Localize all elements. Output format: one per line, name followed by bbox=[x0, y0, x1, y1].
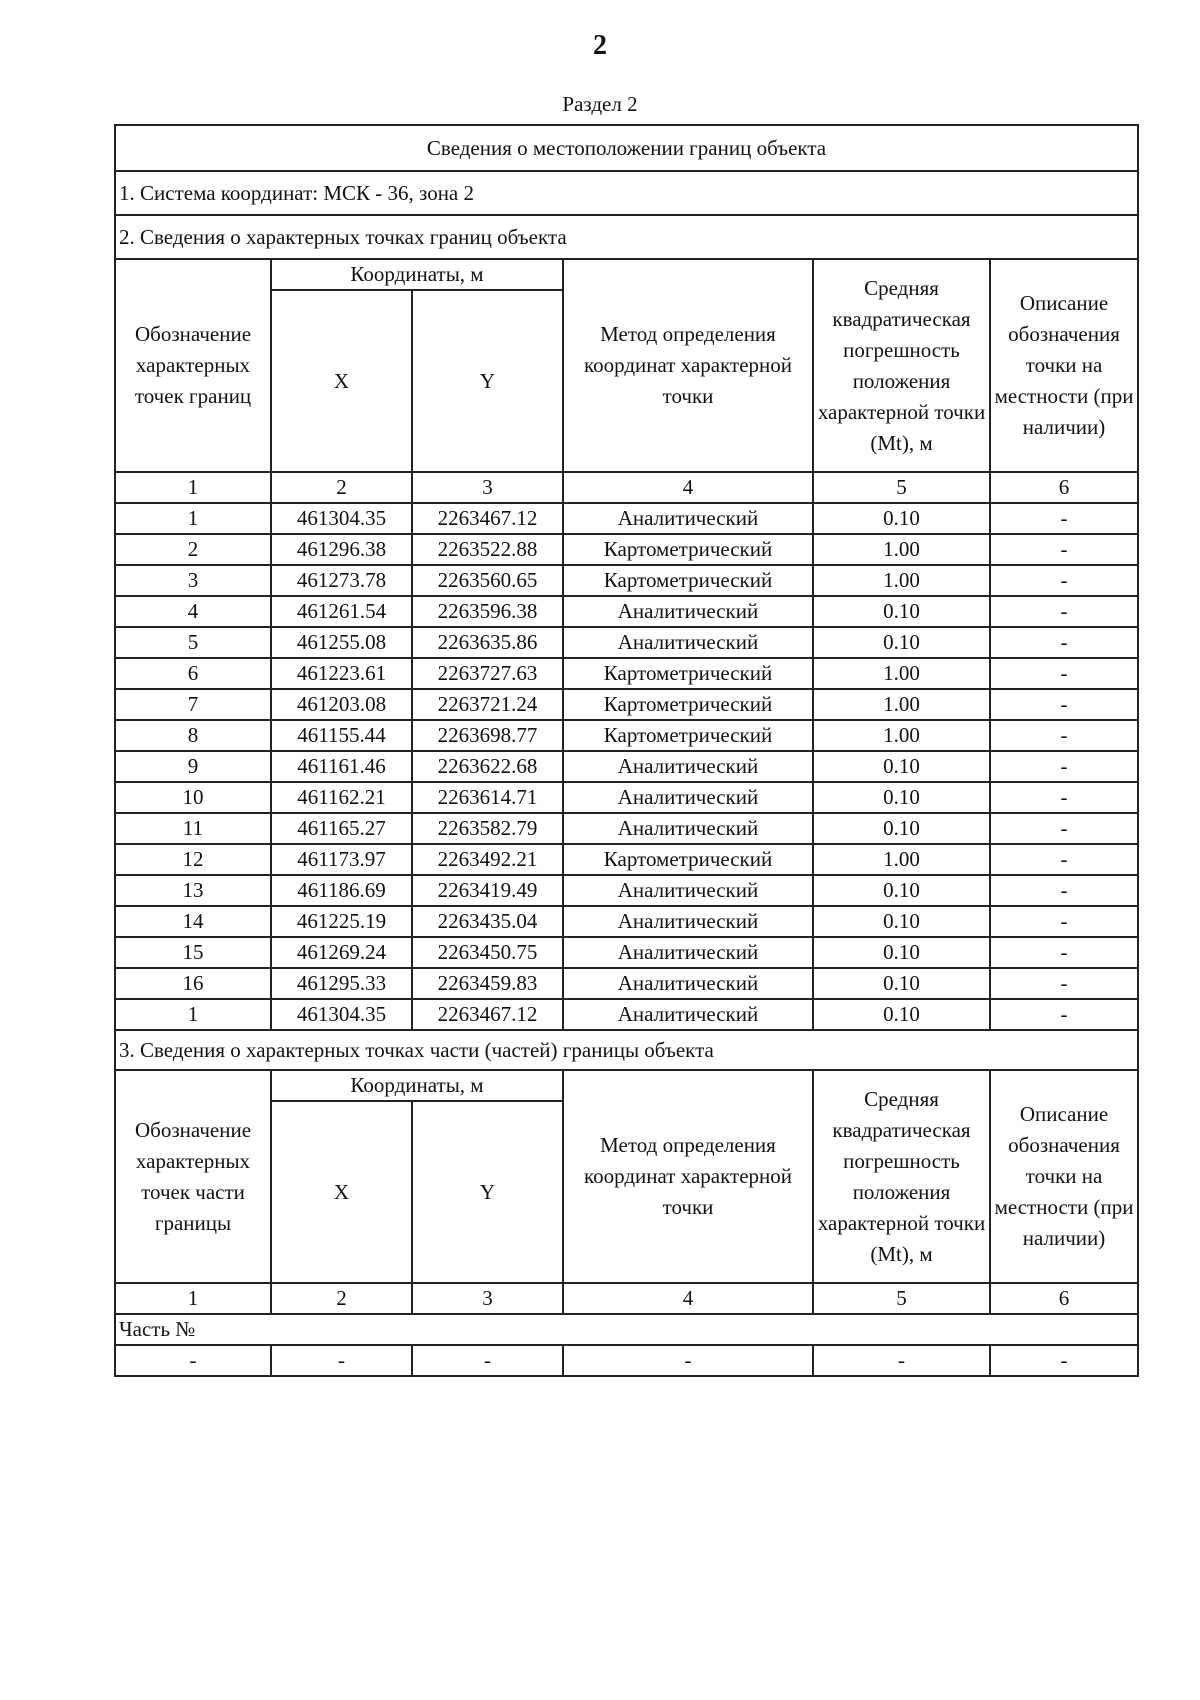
point-description: - bbox=[990, 689, 1138, 720]
point-x: 461186.69 bbox=[271, 875, 412, 906]
table-row bbox=[115, 627, 1138, 658]
point-y: 2263721.24 bbox=[412, 689, 563, 720]
table-row bbox=[115, 720, 1138, 751]
header-x-part: X bbox=[271, 1101, 412, 1283]
point-number: 1 bbox=[115, 503, 271, 534]
point-error: 1.00 bbox=[813, 658, 990, 689]
point-method: Аналитический bbox=[563, 503, 813, 534]
header-x: X bbox=[271, 290, 412, 472]
point-error: 0.10 bbox=[813, 813, 990, 844]
point-number: 14 bbox=[115, 906, 271, 937]
column-number: 1 bbox=[115, 472, 271, 503]
point-number: 15 bbox=[115, 937, 271, 968]
point-description: - bbox=[990, 875, 1138, 906]
point-description: - bbox=[990, 813, 1138, 844]
section-label: Раздел 2 bbox=[562, 92, 638, 116]
point-description: - bbox=[990, 503, 1138, 534]
column-number: 1 bbox=[115, 1283, 271, 1314]
point-x: 461273.78 bbox=[271, 565, 412, 596]
column-number: 4 bbox=[563, 472, 813, 503]
point-error: 0.10 bbox=[813, 875, 990, 906]
point-x: 461255.08 bbox=[271, 627, 412, 658]
boundaries-table bbox=[114, 124, 1139, 1377]
point-method: Аналитический bbox=[563, 782, 813, 813]
point-description: - bbox=[990, 565, 1138, 596]
point-x: 461296.38 bbox=[271, 534, 412, 565]
point-method: Аналитический bbox=[563, 906, 813, 937]
point-description: - bbox=[990, 627, 1138, 658]
header-description-part: Описание обозначения точки на местности (при наличии) bbox=[990, 1070, 1138, 1283]
point-y: 2263450.75 bbox=[412, 937, 563, 968]
point-method: Картометрический bbox=[563, 844, 813, 875]
point-method: Аналитический bbox=[563, 875, 813, 906]
point-error: 1.00 bbox=[813, 844, 990, 875]
header-description: Описание обозначения точки на местности (при наличии) bbox=[990, 259, 1138, 472]
table-row bbox=[115, 782, 1138, 813]
point-x: 461161.46 bbox=[271, 751, 412, 782]
point-method: Аналитический bbox=[563, 813, 813, 844]
header-point-designation: Обозначение характерных точек границ bbox=[115, 259, 271, 472]
point-error: 1.00 bbox=[813, 534, 990, 565]
column-number: 2 bbox=[271, 1283, 412, 1314]
point-y: 2263459.83 bbox=[412, 968, 563, 999]
table-row bbox=[115, 906, 1138, 937]
point-y: 2263435.04 bbox=[412, 906, 563, 937]
point-x: 461223.61 bbox=[271, 658, 412, 689]
point-error: 0.10 bbox=[813, 968, 990, 999]
point-y: 2263622.68 bbox=[412, 751, 563, 782]
column-numbers-row bbox=[115, 1283, 1138, 1314]
point-number: 7 bbox=[115, 689, 271, 720]
table-row bbox=[115, 968, 1138, 999]
point-number: 5 bbox=[115, 627, 271, 658]
column-number: 6 bbox=[990, 472, 1138, 503]
part-cell: - bbox=[990, 1345, 1138, 1376]
page-number: 2 bbox=[593, 30, 607, 61]
table-row bbox=[115, 689, 1138, 720]
table-row bbox=[115, 813, 1138, 844]
table-row bbox=[115, 999, 1138, 1030]
part-cell: - bbox=[115, 1345, 271, 1376]
point-error: 0.10 bbox=[813, 596, 990, 627]
point-method: Картометрический bbox=[563, 534, 813, 565]
column-numbers-row bbox=[115, 472, 1138, 503]
point-description: - bbox=[990, 534, 1138, 565]
point-x: 461203.08 bbox=[271, 689, 412, 720]
point-number: 4 bbox=[115, 596, 271, 627]
point-number: 10 bbox=[115, 782, 271, 813]
point-method: Аналитический bbox=[563, 968, 813, 999]
point-x: 461225.19 bbox=[271, 906, 412, 937]
column-number: 3 bbox=[412, 472, 563, 503]
part-cell: - bbox=[813, 1345, 990, 1376]
header-method: Метод определения координат характерной точки bbox=[563, 259, 813, 472]
header-method-part: Метод определения координат характерной точки bbox=[563, 1070, 813, 1283]
header-error-part: Средняя квадратическая погрешность положения характерной точки (Mt), м bbox=[813, 1070, 990, 1283]
point-error: 1.00 bbox=[813, 565, 990, 596]
point-description: - bbox=[990, 658, 1138, 689]
point-description: - bbox=[990, 937, 1138, 968]
point-x: 461295.33 bbox=[271, 968, 412, 999]
point-y: 2263698.77 bbox=[412, 720, 563, 751]
point-number: 1 bbox=[115, 999, 271, 1030]
point-method: Картометрический bbox=[563, 720, 813, 751]
point-description: - bbox=[990, 999, 1138, 1030]
point-y: 2263635.86 bbox=[412, 627, 563, 658]
column-number: 6 bbox=[990, 1283, 1138, 1314]
table-row bbox=[115, 534, 1138, 565]
table-row bbox=[115, 875, 1138, 906]
point-number: 12 bbox=[115, 844, 271, 875]
table-row bbox=[115, 937, 1138, 968]
point-x: 461304.35 bbox=[271, 503, 412, 534]
point-x: 461155.44 bbox=[271, 720, 412, 751]
point-y: 2263467.12 bbox=[412, 999, 563, 1030]
point-method: Аналитический bbox=[563, 999, 813, 1030]
point-y: 2263492.21 bbox=[412, 844, 563, 875]
point-x: 461269.24 bbox=[271, 937, 412, 968]
table-row bbox=[115, 751, 1138, 782]
point-error: 0.10 bbox=[813, 503, 990, 534]
point-error: 0.10 bbox=[813, 999, 990, 1030]
header-part-point-designation: Обозначение характерных точек части границы bbox=[115, 1070, 271, 1283]
column-number: 3 bbox=[412, 1283, 563, 1314]
point-y: 2263522.88 bbox=[412, 534, 563, 565]
point-number: 9 bbox=[115, 751, 271, 782]
point-description: - bbox=[990, 782, 1138, 813]
column-number: 4 bbox=[563, 1283, 813, 1314]
point-description: - bbox=[990, 968, 1138, 999]
point-number: 8 bbox=[115, 720, 271, 751]
point-description: - bbox=[990, 844, 1138, 875]
column-number: 5 bbox=[813, 1283, 990, 1314]
point-x: 461261.54 bbox=[271, 596, 412, 627]
part-cell: - bbox=[271, 1345, 412, 1376]
header-coordinates: Координаты, м bbox=[271, 259, 563, 290]
point-error: 1.00 bbox=[813, 689, 990, 720]
header-error: Средняя квадратическая погрешность положения характерной точки (Mt), м bbox=[813, 259, 990, 472]
point-number: 13 bbox=[115, 875, 271, 906]
point-number: 11 bbox=[115, 813, 271, 844]
point-x: 461173.97 bbox=[271, 844, 412, 875]
table-row bbox=[115, 658, 1138, 689]
point-y: 2263727.63 bbox=[412, 658, 563, 689]
table-row bbox=[115, 844, 1138, 875]
point-error: 0.10 bbox=[813, 751, 990, 782]
point-number: 2 bbox=[115, 534, 271, 565]
point-number: 3 bbox=[115, 565, 271, 596]
point-y: 2263596.38 bbox=[412, 596, 563, 627]
point-method: Аналитический bbox=[563, 937, 813, 968]
point-method: Аналитический bbox=[563, 596, 813, 627]
table-row bbox=[115, 565, 1138, 596]
part-cell: - bbox=[563, 1345, 813, 1376]
point-x: 461165.27 bbox=[271, 813, 412, 844]
column-number: 2 bbox=[271, 472, 412, 503]
point-error: 0.10 bbox=[813, 937, 990, 968]
point-error: 1.00 bbox=[813, 720, 990, 751]
part-cell: - bbox=[412, 1345, 563, 1376]
part-points-heading: 3. Сведения о характерных точках части (частей) границы объекта bbox=[115, 1030, 1138, 1070]
point-number: 16 bbox=[115, 968, 271, 999]
table-row bbox=[115, 596, 1138, 627]
point-y: 2263467.12 bbox=[412, 503, 563, 534]
point-y: 2263419.49 bbox=[412, 875, 563, 906]
point-method: Картометрический bbox=[563, 689, 813, 720]
table-title: Сведения о местоположении границ объекта bbox=[115, 125, 1138, 171]
header-y-part: Y bbox=[412, 1101, 563, 1283]
point-description: - bbox=[990, 596, 1138, 627]
point-x: 461162.21 bbox=[271, 782, 412, 813]
boundary-points-heading: 2. Сведения о характерных точках границ объекта bbox=[115, 215, 1138, 259]
column-number: 5 bbox=[813, 472, 990, 503]
point-y: 2263582.79 bbox=[412, 813, 563, 844]
point-method: Аналитический bbox=[563, 627, 813, 658]
part-table-row bbox=[115, 1345, 1138, 1376]
point-method: Картометрический bbox=[563, 658, 813, 689]
point-method: Картометрический bbox=[563, 565, 813, 596]
point-y: 2263614.71 bbox=[412, 782, 563, 813]
header-y: Y bbox=[412, 290, 563, 472]
table-row bbox=[115, 503, 1138, 534]
point-error: 0.10 bbox=[813, 782, 990, 813]
point-y: 2263560.65 bbox=[412, 565, 563, 596]
point-error: 0.10 bbox=[813, 627, 990, 658]
point-method: Аналитический bbox=[563, 751, 813, 782]
point-description: - bbox=[990, 720, 1138, 751]
coordinate-system: 1. Система координат: МСК - 36, зона 2 bbox=[115, 171, 1138, 215]
point-x: 461304.35 bbox=[271, 999, 412, 1030]
point-description: - bbox=[990, 906, 1138, 937]
point-error: 0.10 bbox=[813, 906, 990, 937]
part-label: Часть № bbox=[115, 1314, 1138, 1345]
point-description: - bbox=[990, 751, 1138, 782]
header-coordinates-part: Координаты, м bbox=[271, 1070, 563, 1101]
point-number: 6 bbox=[115, 658, 271, 689]
